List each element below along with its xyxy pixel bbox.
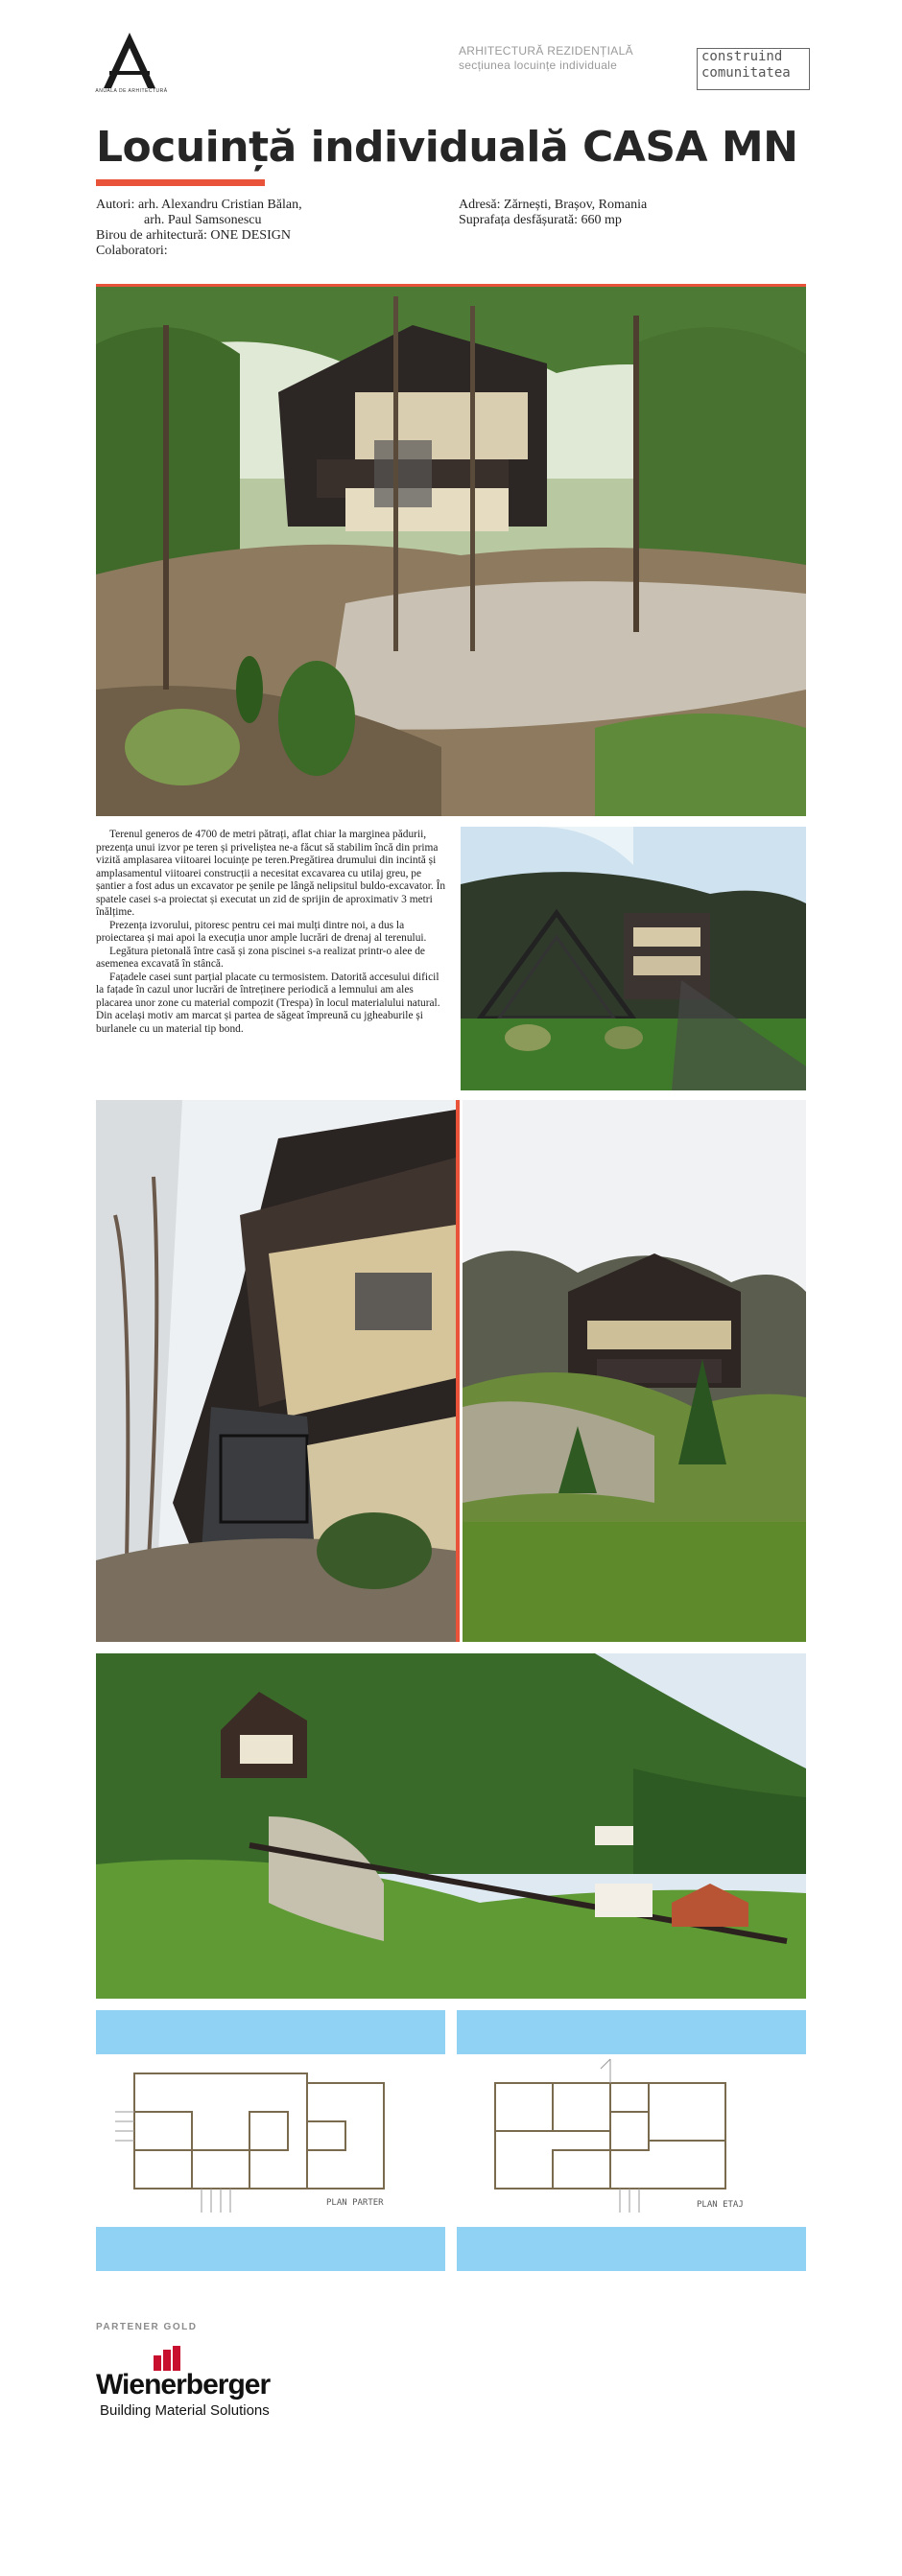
partner-tagline: Building Material Solutions xyxy=(100,2402,270,2419)
brand-line-1: construind xyxy=(701,49,783,64)
plan-drawing xyxy=(457,2054,806,2227)
project-location xyxy=(459,198,647,228)
photo-house-pergola xyxy=(461,827,806,1090)
photo-panorama xyxy=(96,1653,806,1999)
section-label xyxy=(459,44,633,73)
plan-drawing xyxy=(96,2054,445,2227)
description-paragraph: Legătura pietonală între casă și zona piscinei s-a realizat printr-o alee de asemenea excavată în stâncă. xyxy=(96,945,425,970)
ground-floor-plan xyxy=(96,2010,445,2271)
page-title: Locuință individuală CASA MN xyxy=(96,123,798,172)
logo-a-mark-icon xyxy=(96,29,163,96)
wienerberger-mark-icon xyxy=(152,2346,186,2371)
section-line-1: ARHITECTURĂ REZIDENȚIALĂ xyxy=(459,44,633,58)
plan-band-top xyxy=(457,2010,806,2054)
photo-house-from-lawn xyxy=(463,1100,806,1642)
collaborators-line: Colaboratori: xyxy=(96,244,168,258)
authors-line-1: Autori: arh. Alexandru Cristian Bălan, xyxy=(96,198,302,212)
project-credits xyxy=(96,198,302,259)
plan-band-bottom xyxy=(96,2227,445,2271)
area-line: Suprafața desfășurată: 660 mp xyxy=(459,213,622,227)
office-line: Birou de arhitectură: ONE DESIGN xyxy=(96,228,291,243)
plan-caption: PLAN PARTER xyxy=(326,2198,384,2208)
partner-label: PARTENER GOLD xyxy=(96,2322,198,2332)
photo-separator xyxy=(456,1100,460,1642)
upper-floor-plan xyxy=(457,2010,806,2271)
project-description xyxy=(96,829,449,1036)
description-paragraph: Prezența izvorului, pitoresc pentru cei mai mulți dintre noi, a dus la proiectarea și mai apoi la execuția unor ample lucrări de drenaj al terenului. xyxy=(96,919,427,944)
section-line-2: secțiunea locuințe individuale xyxy=(459,59,618,72)
brand-line-2: comunitatea xyxy=(701,65,791,81)
description-paragraph: Terenul generos de 4700 de metri pătrați, aflat chiar la marginea pădurii, prezența unui izvor pe teren și priveliștea ne-a făcut să stabilim încă din prima vizită amplasarea viitoarei locuințe pe teren.Pregătirea drumului din incintă și amplasamentul viitoarei construcții a necesitat excavarea cu utilaj greu, pe șantier a fost adus un excavator pe șenile pe lângă nelipsitul buldo-excavator. În spatele casei s-a proiectat și executat un zid de sprijin de aproximativ 3 metri înălțime. xyxy=(96,829,446,918)
construind-comunitatea-logo xyxy=(697,48,810,90)
plan-band-top xyxy=(96,2010,445,2054)
photo-house-on-slope xyxy=(96,287,806,816)
title-underline xyxy=(96,179,265,186)
address-line: Adresă: Zărnești, Brașov, Romania xyxy=(459,198,648,212)
photo-facade-detail xyxy=(96,1100,456,1642)
partner-brand-name: Wienerberger xyxy=(96,2369,271,2400)
plan-caption: PLAN ETAJ xyxy=(697,2200,744,2210)
logo-caption: ANUALA DE ARHITECTURĂ xyxy=(95,88,168,94)
description-paragraph: Fațadele casei sunt parțial placate cu termosistem. Datorită accesului dificil la fațade în cazul unor lucrări de întreținere periodică a lemnului am ales placarea unor zone cu material compozit (Trespa) în locul materialului natural. Din același motiv am marcat și partea de săgeat împreună cu jgheaburile și burlanele cu un material tip bond. xyxy=(96,971,440,1035)
authors-line-2: arh. Paul Samsonescu xyxy=(144,213,262,227)
anuala-logo xyxy=(96,29,163,96)
plan-band-bottom xyxy=(457,2227,806,2271)
